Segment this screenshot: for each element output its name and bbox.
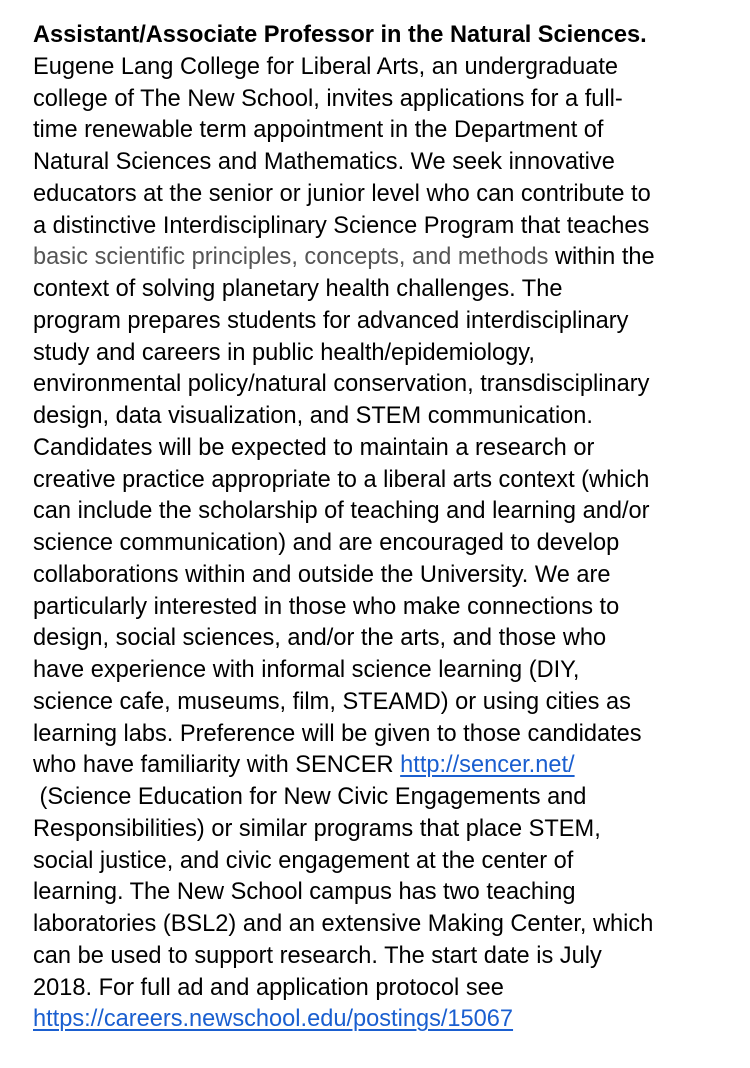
body-line: collaborations within and outside the University. We are xyxy=(33,561,611,588)
body-line: particularly interested in those who make connections to xyxy=(33,593,620,620)
body-line: social justice, and civic engagement at the center of xyxy=(33,847,574,874)
posting-title: Assistant/Associate Professor in the Natural Sciences. xyxy=(33,22,647,48)
body-line: design, social sciences, and/or the arts, and those who xyxy=(33,625,607,652)
body-line: science communication) and are encouraged to develop xyxy=(33,530,620,556)
body-line: can include the scholarship of teaching and learning and/or xyxy=(33,498,650,525)
body-line: Eugene Lang College for Liberal Arts, an undergraduate xyxy=(33,53,619,80)
body-line: college of The New School, invites applications for a full- xyxy=(33,85,623,112)
body-line: context of solving planetary health challenges. The xyxy=(33,276,563,302)
body-line: can be used to support research. The start date is July xyxy=(33,942,602,969)
body-line: a distinctive Interdisciplinary Science Program that teaches xyxy=(33,212,650,239)
body-line xyxy=(33,1004,733,1036)
body-line: learning labs. Preference will be given to those candidates xyxy=(33,720,642,747)
body-line: (Science Education for New Civic Engagements and xyxy=(33,784,587,810)
job-posting xyxy=(33,20,733,1036)
body-line: learning. The New School campus has two teaching xyxy=(33,879,576,906)
body-line: time renewable term appointment in the Department of xyxy=(33,117,604,144)
body-line: have experience with informal science learning (DIY, xyxy=(33,657,580,683)
body-line: study and careers in public health/epidemiology, xyxy=(33,339,535,366)
body-line: environmental policy/natural conservation, transdisciplinary xyxy=(33,371,650,398)
body-line: program prepares students for advanced interdisciplinary xyxy=(33,307,629,334)
sencer-link[interactable]: http://sencer.net/ xyxy=(400,752,575,779)
body-text: within the xyxy=(548,244,655,271)
body-line: educators at the senior or junior level who can contribute to xyxy=(33,180,651,207)
body-line: creative practice appropriate to a liberal arts context (which xyxy=(33,466,650,493)
body-line: science cafe, museums, film, STEAMD) or using cities as xyxy=(33,688,631,715)
body-line xyxy=(33,750,733,782)
careers-link[interactable]: https://careers.newschool.edu/postings/15067 xyxy=(33,1006,514,1033)
body-line: Natural Sciences and Mathematics. We seek innovative xyxy=(33,149,615,175)
body-line: design, data visualization, and STEM communication. xyxy=(33,403,593,429)
body-line xyxy=(33,242,733,274)
body-line: 2018. For full ad and application protocol see xyxy=(33,974,504,1001)
highlighted-phrase: basic scientific principles, concepts, and methods xyxy=(33,244,549,271)
body-line: laboratories (BSL2) and an extensive Making Center, which xyxy=(33,911,654,937)
body-text: who have familiarity with SENCER xyxy=(33,752,401,779)
body-line: Responsibilities) or similar programs that place STEM, xyxy=(33,815,601,842)
body-line: Candidates will be expected to maintain a research or xyxy=(33,434,595,461)
